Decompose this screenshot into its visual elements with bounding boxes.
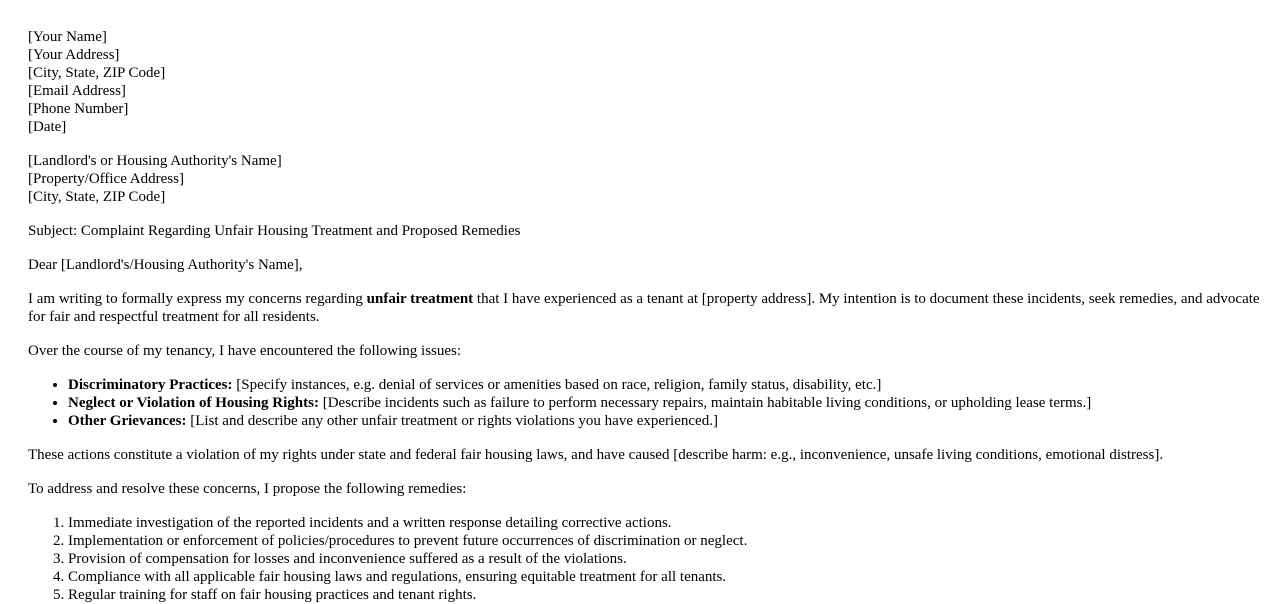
salutation: Dear [Landlord's/Housing Authority's Name], [28,257,303,273]
intro-text-after: that I have experienced as a tenant at [property address]. My intention is to document these incidents, seek remedies, and advocate for fair and respectful treatment for all residents. [28,291,1260,325]
subject-line: Subject: Complaint Regarding Unfair Housing Treatment and Proposed Remedies [28,223,521,239]
issue-text: [Specify instances, e.g. denial of services or amenities based on race, religion, family status, disability, etc.] [232,377,882,393]
list-item [68,394,1268,412]
list-item: 1. Immediate investigation of the reported incidents and a written response detailing corrective actions. [68,514,1268,532]
issues-intro: Over the course of my tenancy, I have encountered the following issues: [28,343,462,359]
issue-text: [Describe incidents such as failure to perform necessary repairs, maintain habitable living conditions, or upholding lease terms.] [318,395,1092,411]
remedies-list [28,514,1268,604]
sender-phone: [Phone Number] [28,101,129,117]
list-item: 2. Implementation or enforcement of policies/procedures to prevent future occurrences of discrimination or neglect. [68,532,1268,550]
sender-block [28,28,1268,136]
recipient-name: [Landlord's or Housing Authority's Name] [28,153,282,169]
intro-bold-phrase: unfair treatment [366,291,474,307]
intro-text-before: I am writing to formally express my concerns regarding [28,291,367,307]
letter-document [28,28,1268,604]
intro-paragraph [28,290,1268,326]
list-item: 5. Regular training for staff on fair housing practices and tenant rights. [68,586,1268,604]
list-item: 3. Provision of compensation for losses and inconvenience suffered as a result of the violations. [68,550,1268,568]
recipient-city: [City, State, ZIP Code] [28,189,166,205]
list-item: 4. Compliance with all applicable fair housing laws and regulations, ensuring equitable treatment for all tenants. [68,568,1268,586]
violation-paragraph: These actions constitute a violation of my rights under state and federal fair housing laws, and have caused [describe harm: e.g., inconvenience, unsafe living conditions, emotional distress]. [28,447,1164,463]
issues-list [28,376,1268,430]
remedies-intro: To address and resolve these concerns, I propose the following remedies: [28,481,467,497]
recipient-address: [Property/Office Address] [28,171,184,187]
letter-date: [Date] [28,119,67,135]
issue-label: Other Grievances: [68,413,187,429]
sender-email: [Email Address] [28,83,126,99]
recipient-block [28,152,1268,206]
sender-name: [Your Name] [28,29,107,45]
list-item [68,376,1268,394]
sender-city: [City, State, ZIP Code] [28,65,166,81]
issue-label: Neglect or Violation of Housing Rights: [68,395,319,411]
issue-label: Discriminatory Practices: [68,377,233,393]
issue-text: [List and describe any other unfair treatment or rights violations you have experienced.] [186,413,718,429]
list-item [68,412,1268,430]
sender-address: [Your Address] [28,47,120,63]
